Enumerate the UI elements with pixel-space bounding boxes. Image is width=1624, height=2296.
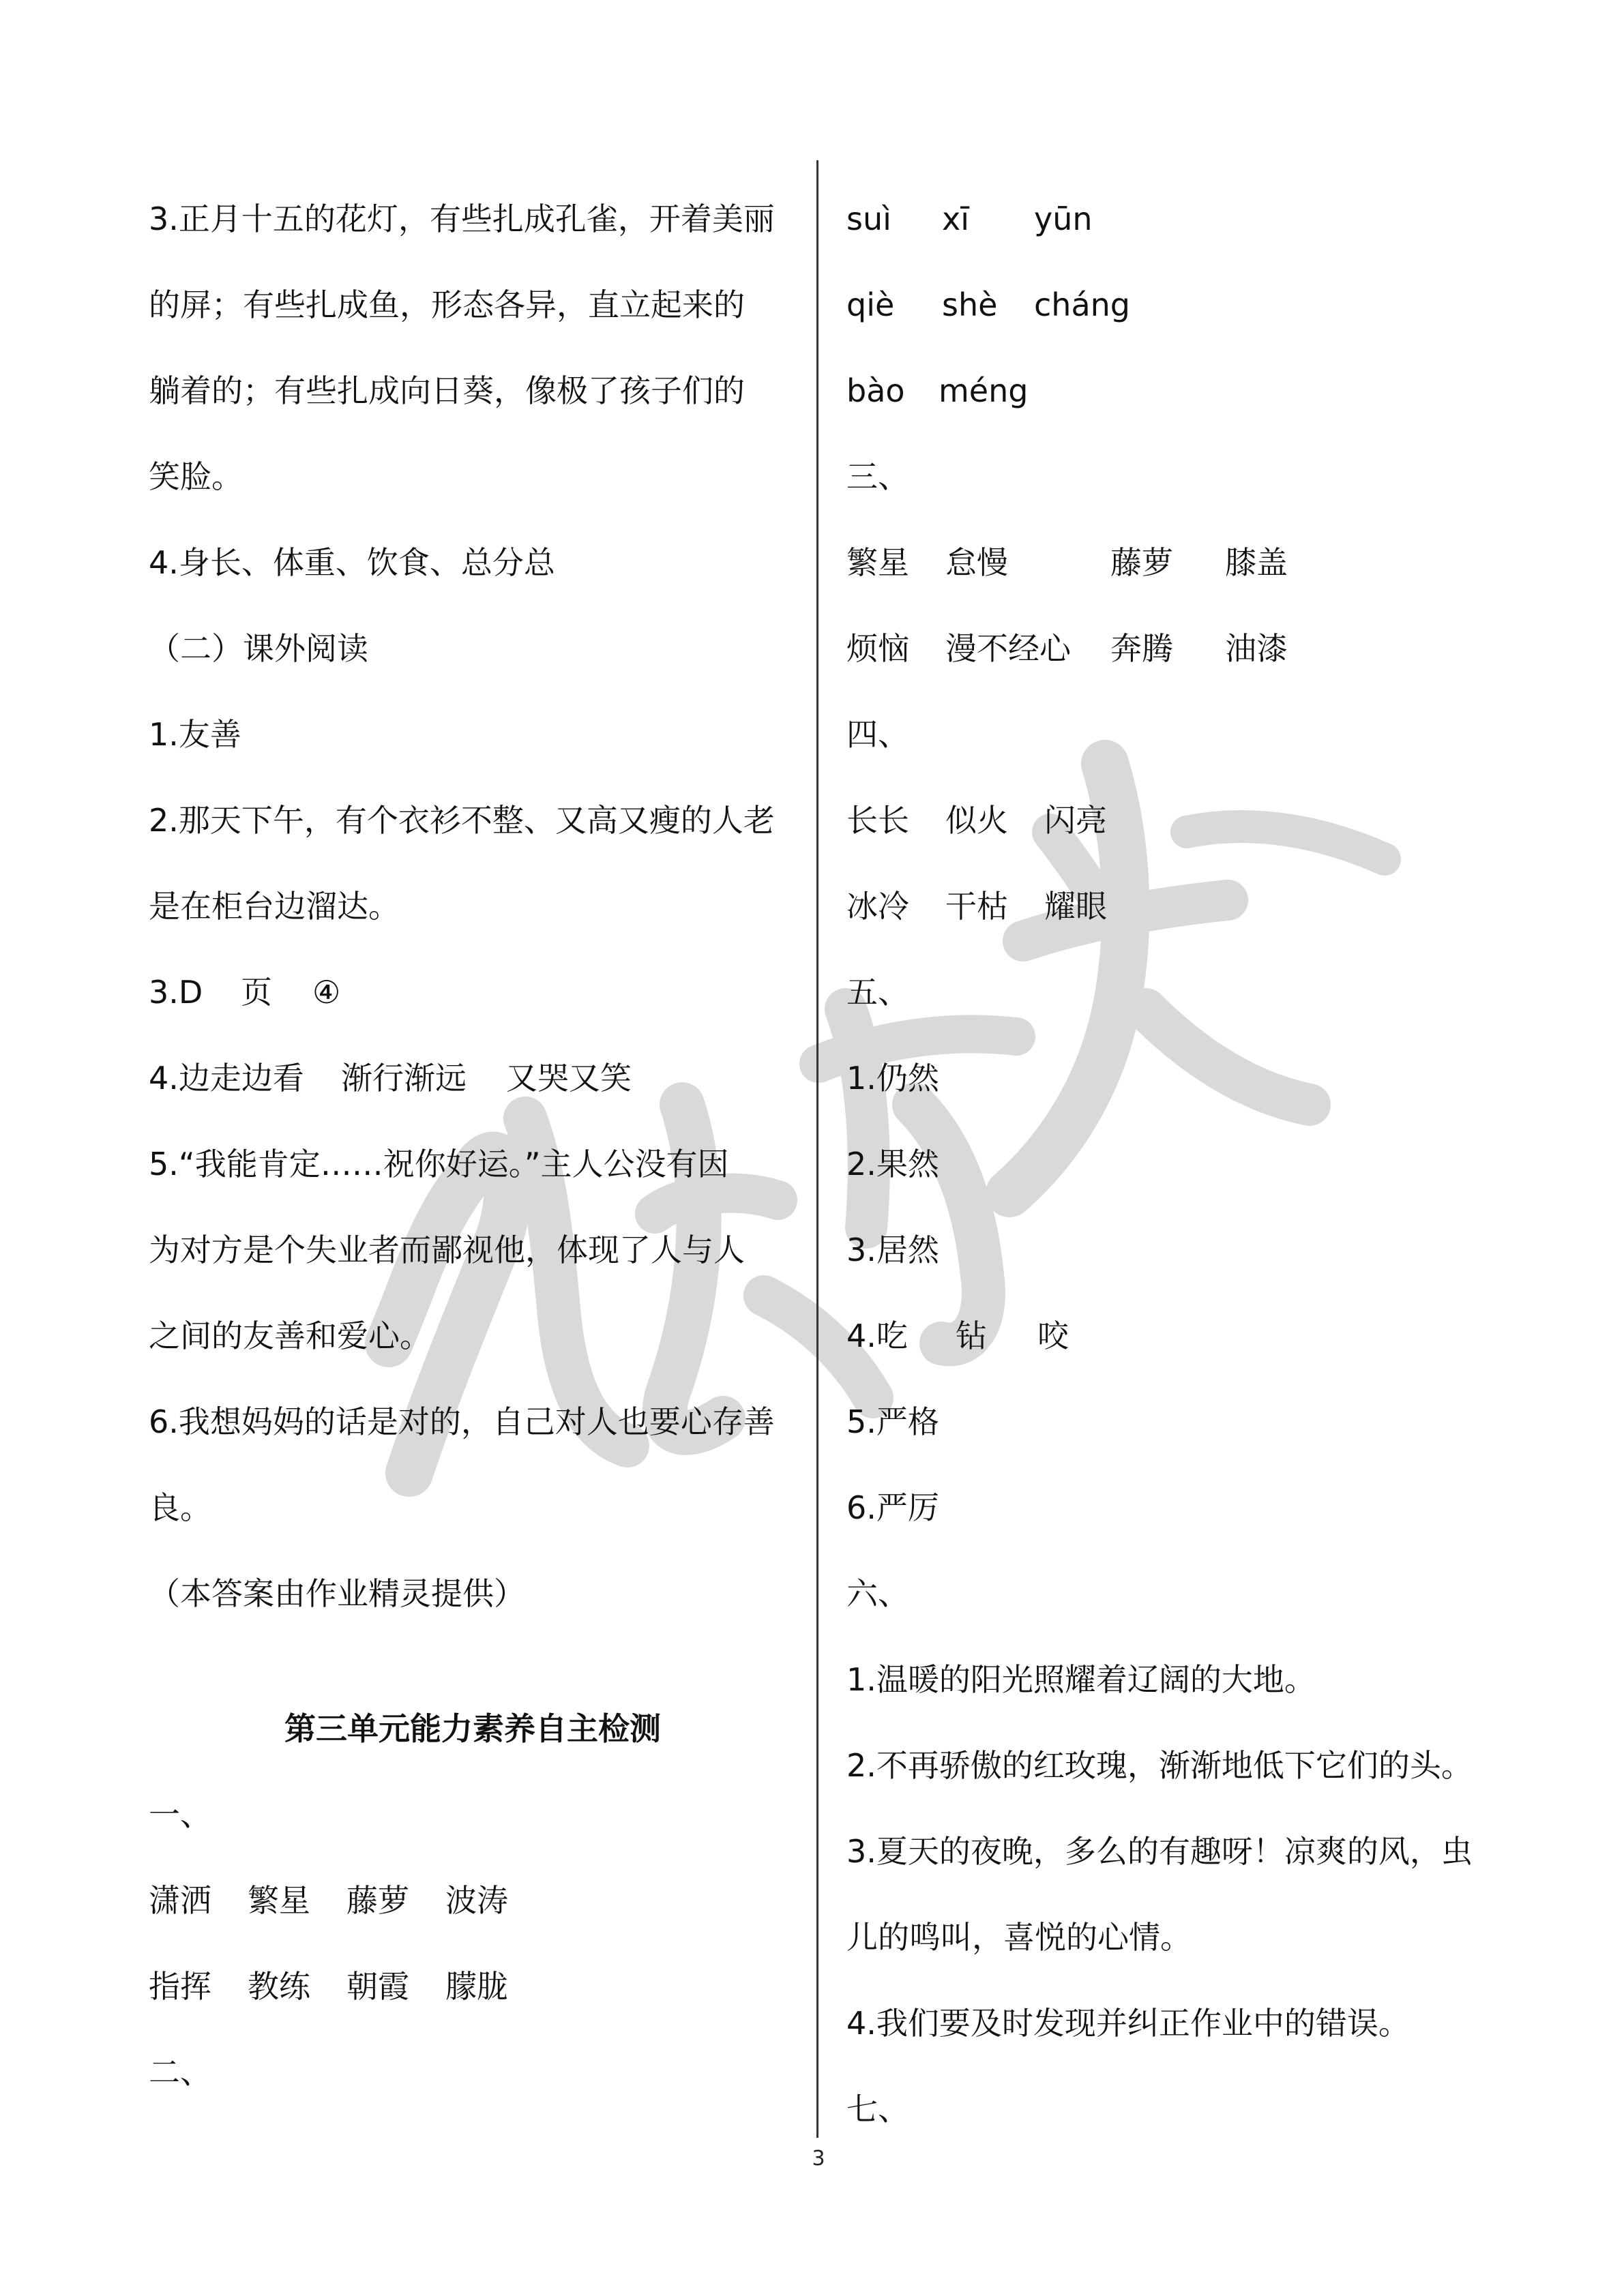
pinyin-text: qiè: [846, 286, 895, 323]
answer-text: 耀眼: [1044, 888, 1107, 925]
answer-text: 一、: [149, 1796, 211, 1833]
answer-text: 钻: [956, 1317, 987, 1354]
source-note: [149, 1551, 797, 1637]
answer-text: 3.D: [149, 974, 203, 1011]
answer-text: 潇洒: [149, 1882, 211, 1919]
answer-text: 二、: [149, 2054, 211, 2091]
answer-text: 指挥: [149, 1968, 211, 2005]
answer-text: 怠慢: [945, 544, 1008, 581]
answer-text: 2.果然: [846, 1146, 939, 1182]
answer-text: 朝霞: [346, 1968, 409, 2005]
answer-text: 六、: [846, 1575, 909, 1612]
answer-text: 闪亮: [1044, 802, 1107, 839]
answer-line: [149, 262, 797, 348]
answer-text: 1.仍然: [846, 1060, 939, 1097]
page-number: 3: [812, 2147, 825, 2171]
answer-line: [149, 1207, 797, 1293]
answer-text: 似火: [945, 802, 1008, 839]
answer-line: [149, 1465, 797, 1551]
answer-text: ④: [312, 974, 341, 1011]
answer-text: 三、: [846, 458, 909, 495]
answer-text: 咬: [1037, 1317, 1069, 1354]
answer-line: [846, 1207, 1529, 1293]
section-label: [846, 691, 1529, 777]
answer-line: [846, 777, 1529, 863]
section-label: [149, 606, 797, 691]
answer-text: 儿的鸣叫，喜悦的心情。: [846, 1919, 1192, 1956]
answer-text: 3.夏天的夜晚，多么的有趣呀！凉爽的风，虫: [846, 1833, 1473, 1870]
answer-line: [149, 949, 797, 1035]
unit-heading: 第三单元能力素养自主检测: [284, 1710, 661, 1747]
answer-text: 4.吃: [846, 1317, 908, 1354]
answer-line: [846, 1035, 1529, 1121]
answer-line: [149, 434, 797, 520]
answer-line: [149, 1035, 797, 1121]
pinyin-text: yūn: [1034, 200, 1093, 237]
answer-line: [149, 520, 797, 606]
pinyin-line: [846, 348, 1529, 434]
column-divider: [816, 160, 818, 2138]
answer-text: 页: [241, 974, 272, 1011]
answer-text: 藤萝: [1110, 544, 1173, 581]
answer-line: [149, 1858, 797, 1943]
answer-line: [846, 1379, 1529, 1465]
answer-text: 藤萝: [346, 1882, 409, 1919]
answer-text: 繁星: [846, 544, 909, 581]
answer-text: 长长: [846, 802, 909, 839]
answer-line: [846, 1894, 1529, 1980]
answer-line: [149, 1943, 797, 2029]
answer-text: 教练: [248, 1968, 310, 2005]
answer-line: [149, 348, 797, 434]
answer-text: 油漆: [1225, 630, 1288, 667]
answer-text: 为对方是个失业者而鄙视他，体现了人与人: [149, 1232, 745, 1268]
answer-text: （二）课外阅读: [149, 630, 368, 667]
answer-text: 6.我想妈妈的话是对的，自己对人也要心存善: [149, 1403, 775, 1440]
pinyin-text: shè: [942, 286, 998, 323]
answer-line: [846, 1808, 1529, 1894]
answer-text: 七、: [846, 2091, 909, 2128]
answer-line: [149, 777, 797, 863]
answer-line: [846, 1723, 1529, 1808]
answer-line: [846, 1293, 1529, 1379]
answer-text: 良。: [149, 1489, 211, 1526]
answer-text: 朦胧: [445, 1968, 508, 2005]
answer-line: [846, 606, 1529, 691]
right-column: [846, 176, 1529, 2152]
answer-text: 1.友善: [149, 716, 241, 753]
section-label: [846, 2066, 1529, 2152]
answer-text: （本答案由作业精灵提供）: [149, 1575, 525, 1612]
answer-line: [149, 863, 797, 949]
answer-text: 1.温暖的阳光照耀着辽阔的大地。: [846, 1661, 1316, 1698]
pinyin-line: [846, 176, 1529, 262]
answer-text: 笑脸。: [149, 458, 243, 495]
answer-text: 繁星: [248, 1882, 310, 1919]
answer-text: 是在柜台边溜达。: [149, 888, 400, 925]
answer-line: [149, 691, 797, 777]
pinyin-text: bào: [846, 372, 905, 409]
answer-text: 四、: [846, 716, 909, 753]
section-label: [846, 1551, 1529, 1637]
answer-text: 3.居然: [846, 1232, 939, 1268]
answer-text: 冰冷: [846, 888, 909, 925]
pinyin-text: xī: [942, 200, 970, 237]
answer-line: [149, 176, 797, 262]
answer-line: [846, 1637, 1529, 1723]
section-label: [846, 949, 1529, 1035]
answer-text: 膝盖: [1225, 544, 1288, 581]
section-label: [846, 434, 1529, 520]
answer-text: 干枯: [945, 888, 1008, 925]
answer-text: 4.身长、体重、饮食、总分总: [149, 544, 555, 581]
pinyin-line: [846, 262, 1529, 348]
answer-text: 5.严格: [846, 1403, 939, 1440]
answer-text: 烦恼: [846, 630, 909, 667]
answer-text: 2.不再骄傲的红玫瑰，渐渐地低下它们的头。: [846, 1747, 1473, 1784]
pinyin-text: méng: [939, 372, 1029, 409]
answer-text: 5.“我能肯定……祝你好运。”主人公没有因: [149, 1146, 729, 1182]
answer-text: 奔腾: [1110, 630, 1173, 667]
answer-text: 又哭又笑: [506, 1060, 632, 1097]
answer-text: 的屏；有些扎成鱼，形态各异，直立起来的: [149, 286, 745, 323]
answer-text: 6.严厉: [846, 1489, 939, 1526]
answer-text: 渐行渐远: [341, 1060, 467, 1097]
pinyin-text: suì: [846, 200, 891, 237]
answer-text: 五、: [846, 974, 909, 1011]
answer-text: 3.正月十五的花灯，有些扎成孔雀，开着美丽: [149, 200, 775, 237]
answer-line: [846, 520, 1529, 606]
answer-line: [846, 1121, 1529, 1207]
answer-text: 之间的友善和爱心。: [149, 1317, 431, 1354]
answer-line: [846, 1465, 1529, 1551]
answer-text: 漫不经心: [945, 630, 1071, 667]
answer-text: 波涛: [445, 1882, 508, 1919]
answer-text: 4.我们要及时发现并纠正作业中的错误。: [846, 2005, 1410, 2042]
answer-line: [149, 1121, 797, 1207]
answer-line: [149, 1379, 797, 1465]
answer-text: 4.边走边看: [149, 1060, 304, 1097]
pinyin-text: cháng: [1034, 286, 1130, 323]
answer-text: 躺着的；有些扎成向日葵，像极了孩子们的: [149, 372, 745, 409]
answer-line: [846, 863, 1529, 949]
answer-line: [149, 1293, 797, 1379]
section-label: [149, 2029, 797, 2115]
left-column: [149, 176, 797, 2115]
answer-text: 2.那天下午，有个衣衫不整、又高又瘦的人老: [149, 802, 775, 839]
answer-line: [846, 1980, 1529, 2066]
section-label: [149, 1772, 797, 1858]
